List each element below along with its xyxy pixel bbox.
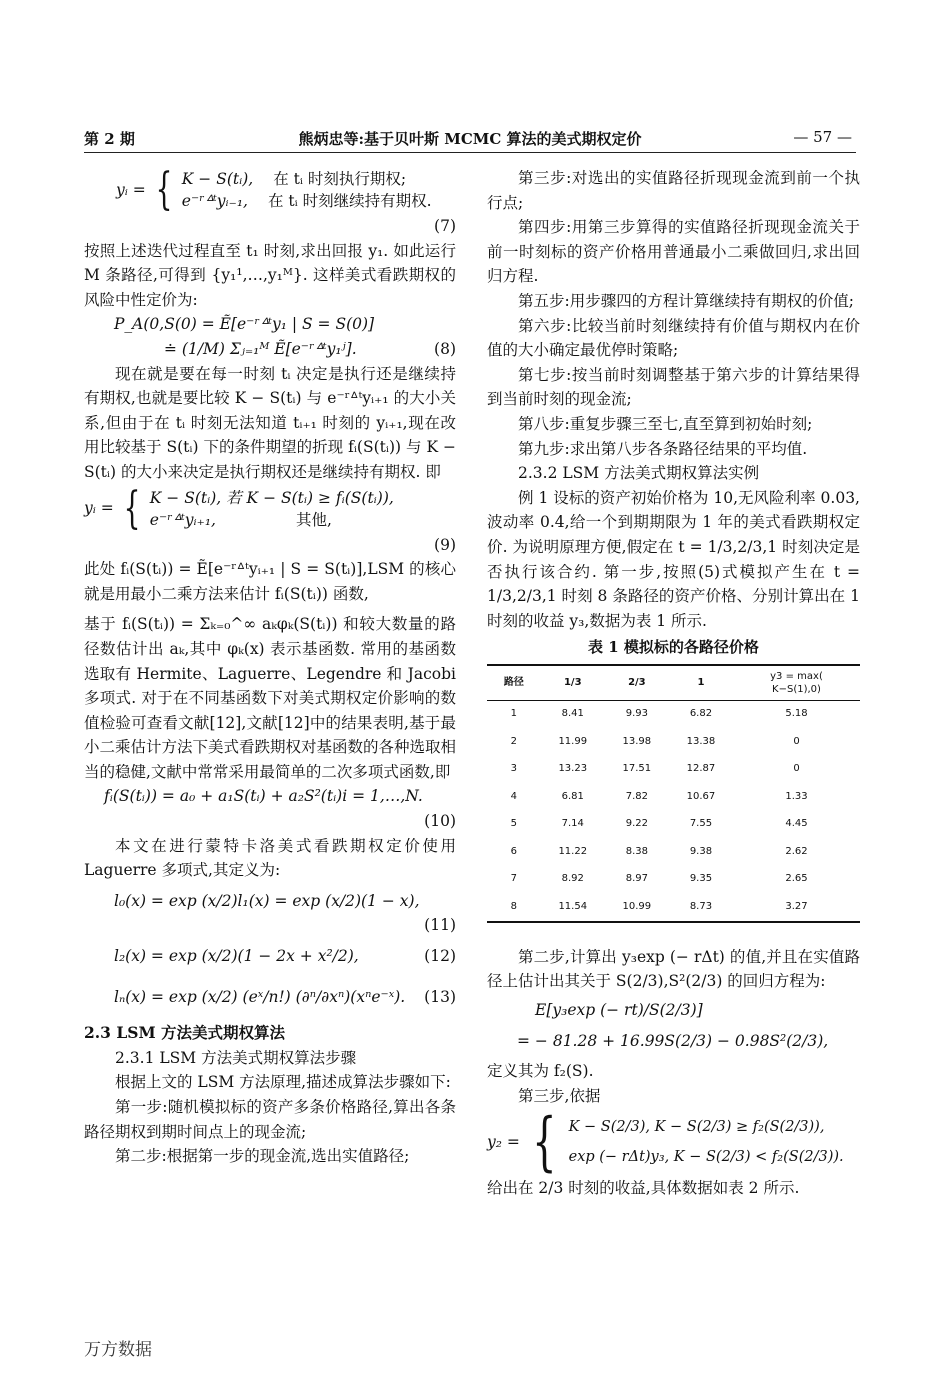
table-cell: 9.38 xyxy=(689,845,713,857)
table-cell: 11.54 xyxy=(541,893,605,922)
issue-number: 第 2 期 xyxy=(84,130,135,148)
equation-13 xyxy=(84,985,456,1010)
table-cell: 8.38 xyxy=(625,845,648,857)
eq12-expr: l₂(x) = exp (x/2)(1 − 2x + x²/2), xyxy=(114,947,359,966)
eq8-number: (8) xyxy=(434,339,456,358)
table-cell: 5 xyxy=(510,818,518,830)
eq7-case1-expr: K − S(tᵢ), xyxy=(181,170,254,188)
table-row xyxy=(487,893,860,922)
eq7-case2-text: 在 tᵢ 时刻继续持有期权. xyxy=(267,192,432,210)
table-cell: 4 xyxy=(510,790,518,802)
paragraph-laguerre: 本文在进行蒙特卡洛美式看跌期权定价使用 Laguerre 多项式,其定义为: xyxy=(84,836,456,880)
eq9-case1: K − S(tᵢ), 若 K − S(tᵢ) ≥ fᵢ(S(tᵢ)), xyxy=(149,488,394,507)
table-cell: 1.33 xyxy=(785,790,808,802)
table-cell: 8.92 xyxy=(561,873,584,885)
table-cell: 9.93 xyxy=(625,708,648,720)
table-header-t2: 2/3 xyxy=(605,665,669,701)
watermark: 万方数据 xyxy=(84,1340,152,1360)
table-cell: 8.97 xyxy=(625,873,648,885)
equation-7: yᵢ = { K − S(tᵢ), 在 tᵢ 时刻执行期权; e⁻ʳᐞᵗyᵢ₋₁, 在 tᵢ 时刻继续持有期权. xyxy=(116,164,432,215)
table-cell: 7.82 xyxy=(625,790,648,802)
table-row xyxy=(487,756,860,784)
eq13-number: (13) xyxy=(424,987,456,1006)
step-2: 第二步:根据第一步的现金流,选出实值路径; xyxy=(115,1147,410,1166)
eq11-expr: l₀(x) = exp (x/2)l₁(x) = exp (x/2)(1 − x), xyxy=(114,891,420,910)
table-cell: 7 xyxy=(510,873,518,885)
equation-10 xyxy=(84,784,456,809)
eq8-line1: P_A(0,S(0) = Ẽ[e⁻ʳᐞᵗy₁ | S = S(0)] xyxy=(114,315,375,334)
table-header-payoff-line2: K−S(1),0) xyxy=(772,683,821,695)
equation-12 xyxy=(84,944,456,969)
table-cell: 6.81 xyxy=(561,790,584,802)
eq7-case2-expr: e⁻ʳᐞᵗyᵢ₋₁, xyxy=(181,192,248,210)
paragraph-example-1: 例 1 设标的资产初始价格为 10,无风险利率 0.03,波动率 0.4,给一个到期期限为 1 年的美式看跌期权定价. 为说明原理方便,假定在 t = 1/3,2/3,1 时刻决定是否执行该合约. 第一步,按照(5)式模拟产生在 t = 1/3,2/3,1 时刻 8 条路径的资产价格、分别计算出在 1 时刻的收益 y₃,数据为表 1 所示. xyxy=(487,488,860,630)
table-1-body xyxy=(487,700,860,922)
step-5: 第五步:用步骤四的方程计算继续持有期权的价值; xyxy=(518,291,854,310)
table-cell: 13.98 xyxy=(622,735,652,747)
paragraph-risk-neutral: 按照上述迭代过程直至 t₁ 时刻,求出回报 y₁. 如此运行 M 条路径,可得到 {y₁¹,…,y₁ᴹ}. 这样美式看跌期权的风险中性定价为: xyxy=(84,241,456,309)
article-running-title: 熊炳忠等:基于贝叶斯 MCMC 算法的美式期权定价 xyxy=(298,130,642,148)
right-column xyxy=(487,166,860,1201)
regression-line1: E[y₃exp (− rt)/S(2/3)] xyxy=(535,1001,703,1020)
left-column xyxy=(84,166,456,1169)
table-row xyxy=(487,866,860,894)
paragraph-end: 给出在 2/3 时刻的收益,具体数据如表 2 所示. xyxy=(487,1179,800,1198)
y2-case2: exp (− rΔt)y₃, K − S(2/3) < f₂(S(2/3)). xyxy=(568,1149,844,1166)
eq8-line2: ≐ (1/M) Σⱼ₌₁ᴹ Ẽ[e⁻ʳᐞᵗy₁ʲ]. xyxy=(164,339,357,358)
eq9-number: (9) xyxy=(434,535,456,554)
paragraph-decision: 现在就是要在每一时刻 tᵢ 决定是执行还是继续持有期权,也就是要比较 K − S(tᵢ) 与 e⁻ʳᐞᵗyᵢ₊₁ 的大小关系,但由于在 tᵢ 时刻无法知道 tᵢ₊₁ 时刻的 yᵢ₊₁,现在改用比较基于 S(tᵢ) 下的条件期望的折现 fᵢ(S(tᵢ)) 与 K − S(tᵢ) 的大小来决定是执行期权还是继续持有期权. 即 xyxy=(84,364,456,481)
table-cell: 4.45 xyxy=(785,818,808,830)
table-cell: 11.22 xyxy=(558,845,588,857)
page-number: — 57 — xyxy=(793,128,852,146)
eq9-case2-text: 其他, xyxy=(295,510,332,529)
table-cell: 3 xyxy=(510,763,518,775)
step-7: 第七步:按当前时刻调整基于第六步的计算结果得到当前时刻的现金流; xyxy=(487,365,860,409)
eq9-case2-expr: e⁻ʳᐞᵗyᵢ₊₁, xyxy=(149,510,216,529)
step-3: 第三步:对选出的实值路径折现现金流到前一个执行点; xyxy=(487,169,860,212)
eq11-number: (11) xyxy=(424,916,456,935)
subsection-heading-2-3-1: 2.3.1 LSM 方法美式期权算法步骤 xyxy=(115,1048,357,1067)
section-heading-2-3: 2.3 LSM 方法美式期权算法 xyxy=(84,1023,286,1043)
table-cell: 8.73 xyxy=(669,893,733,922)
table-cell: 0 xyxy=(793,735,800,747)
table-1-title: 表 1 模拟标的各路径价格 xyxy=(588,638,759,657)
eq7-case1-text: 在 tᵢ 时刻执行期权; xyxy=(273,170,407,188)
eq10-number: (10) xyxy=(424,812,456,831)
equation-8 xyxy=(84,337,456,362)
table-cell: 13.38 xyxy=(686,735,716,747)
running-header xyxy=(84,128,856,150)
eq13-expr: lₙ(x) = exp (x/2) (eˣ/n!) (∂ⁿ/∂xⁿ)(xⁿe⁻ˣ). xyxy=(114,987,406,1006)
equation-9: yᵢ = { K − S(tᵢ), 若 K − S(tᵢ) ≥ fᵢ(S(tᵢ)), e⁻ʳᐞᵗyᵢ₊₁, 其他, xyxy=(84,482,394,534)
table-cell: 5.18 xyxy=(785,708,808,720)
table-cell: 9.35 xyxy=(689,873,713,885)
table-cell: 2 xyxy=(510,735,518,747)
subsection-heading-2-3-2: 2.3.2 LSM 方法美式期权算法实例 xyxy=(518,464,760,483)
table-cell: 1 xyxy=(510,708,518,720)
table-row xyxy=(487,811,860,839)
eq10-expr: fᵢ(S(tᵢ)) = a₀ + a₁S(tᵢ) + a₂S²(tᵢ)i = 1,…,N. xyxy=(104,787,423,806)
table-cell: 3.27 xyxy=(733,893,860,922)
table-cell: 2.65 xyxy=(785,873,808,885)
table-row xyxy=(487,838,860,866)
paragraph-basis-functions: 基于 fᵢ(S(tᵢ)) = Σₖ₌₀^∞ aₖφₖ(S(tᵢ)) 和较大数量的路径数估计出 aₖ,其中 φₖ(x) 表示基函数. 常用的基函数选取有 Hermite、Laguerre、Legendre 和 Jacobi 多项式. 对于在不同基函数下对美式期权定价影响的数值检验可查看文献[12],文献[12]中的结果表明,基于最小二乘估计方法下美式看跌期权对基函数的各种选取相当的稳健,文献中常常采用最简单的二次多项式函数,即 xyxy=(84,615,457,781)
y2-case1: K − S(2/3), K − S(2/3) ≥ f₂(S(2/3)), xyxy=(568,1119,825,1136)
table-row xyxy=(487,783,860,811)
step-4: 第四步:用第三步算得的实值路径折现现金流关于前一时刻标的资产价格用普通最小二乘做回归,求出回归方程. xyxy=(487,218,860,286)
table-cell: 13.23 xyxy=(558,763,588,775)
header-rule xyxy=(84,152,856,153)
step-6: 第六步:比较当前时刻继续持有价值与期权内在价值的大小确定最优停时策略; xyxy=(487,316,860,360)
table-cell: 8 xyxy=(487,893,541,922)
step-8: 第八步:重复步骤三至七,直至算到初始时刻; xyxy=(518,414,813,433)
table-header-path: 路径 xyxy=(487,665,541,701)
table-1 xyxy=(487,664,860,923)
table-header-row xyxy=(487,665,860,701)
table-cell: 2.62 xyxy=(785,845,808,857)
table-cell: 6 xyxy=(510,845,518,857)
eq7-number: (7) xyxy=(434,217,456,235)
step-1: 第一步:随机模拟标的资产多条价格路径,算出各条路径期权到期时间点上的现金流; xyxy=(84,1098,456,1141)
table-cell: 9.22 xyxy=(625,818,648,830)
table-header-t1: 1/3 xyxy=(541,665,605,701)
equation-y2: y₂ = { K − S(2/3), K − S(2/3) ≥ f₂(S(2/3)), exp (− rΔt)y₃, K − S(2/3) < f₂(S(2/3)). xyxy=(487,1105,844,1180)
table-cell: 17.51 xyxy=(622,763,652,775)
table-cell: 12.87 xyxy=(686,763,716,775)
eq12-number: (12) xyxy=(424,947,456,966)
equation-11 xyxy=(84,889,456,914)
table-header-payoff-line1: y3 = max( xyxy=(770,670,823,682)
table-header-t3: 1 xyxy=(669,665,733,701)
table-cell: 10.67 xyxy=(686,790,716,802)
table-cell: 10.99 xyxy=(605,893,669,922)
table-header-payoff xyxy=(733,665,860,701)
paragraph-step3: 第三步,依据 xyxy=(518,1086,601,1105)
table-cell: 6.82 xyxy=(689,708,713,720)
paragraph-define-f2: 定义其为 f₂(S). xyxy=(487,1062,594,1081)
paragraph-lsm-core: 此处 fᵢ(S(tᵢ)) = Ẽ[e⁻ʳᐞᵗyᵢ₊₁ | S = S(tᵢ)],LSM 的核心就是用最小二乘方法来估计 fᵢ(S(tᵢ)) 函数, xyxy=(84,560,456,603)
table-cell: 7.55 xyxy=(689,818,713,830)
table-row xyxy=(487,700,860,728)
table-row xyxy=(487,728,860,756)
paragraph-algorithm-intro: 根据上文的 LSM 方法原理,描述成算法步骤如下: xyxy=(115,1073,451,1092)
table-cell: 7.14 xyxy=(561,818,584,830)
step-9: 第九步:求出第八步各条路径结果的平均值. xyxy=(518,439,808,458)
paragraph-step2-regression: 第二步,计算出 y₃exp (− rΔt) 的值,并且在实值路径上估计出其关于 S(2/3),S²(2/3) 的回归方程为: xyxy=(487,947,860,991)
table-cell: 0 xyxy=(793,763,800,775)
regression-line2: = − 81.28 + 16.99S(2/3) − 0.98S²(2/3), xyxy=(517,1031,829,1050)
table-cell: 11.99 xyxy=(558,735,588,747)
table-cell: 8.41 xyxy=(561,708,584,720)
